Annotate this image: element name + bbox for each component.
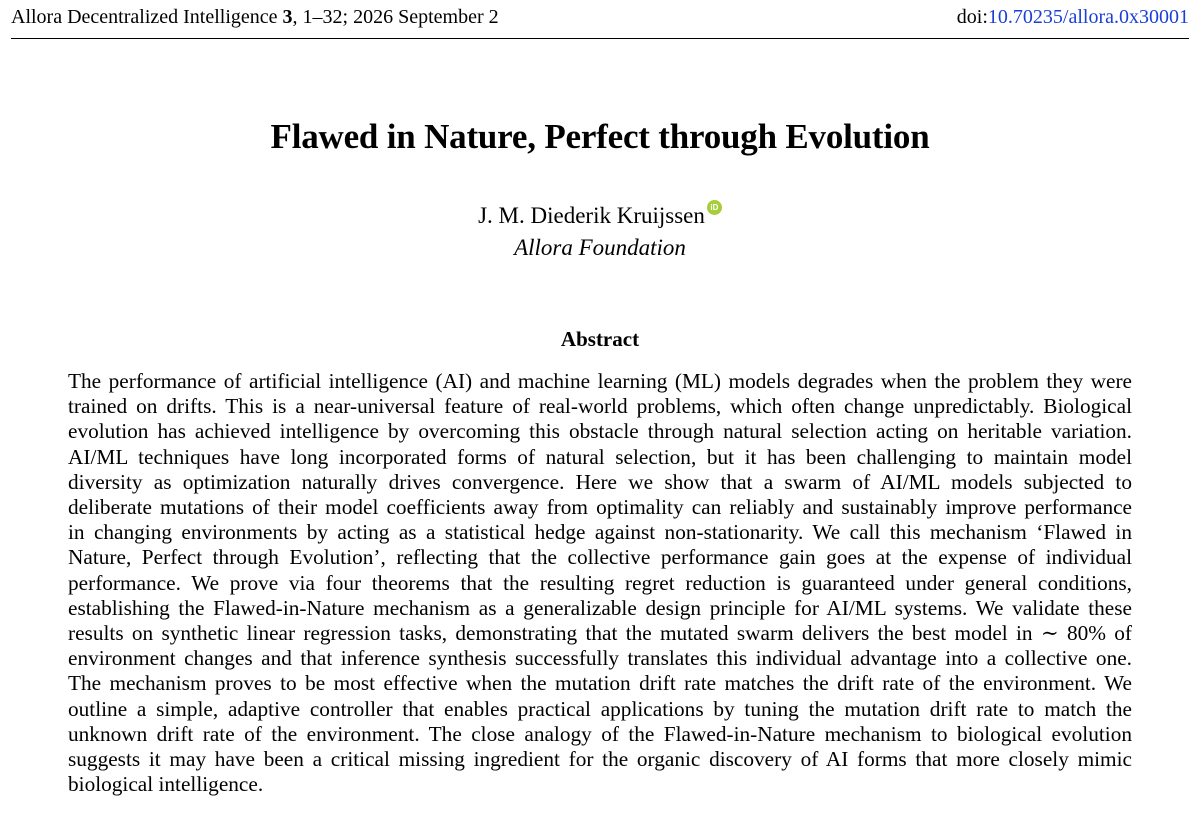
abstract-line: environment changes and that inference synthesis successfully translates this individual advantage into a collective one. — [68, 646, 1132, 671]
abstract-line: biological intelligence. — [68, 772, 264, 797]
abstract-line: diversity as optimization naturally drives convergence. Here we show that a swarm of AI/ML models subjected to — [68, 469, 1132, 494]
affiliation: Allora Foundation — [514, 235, 686, 260]
journal-pages-date: , 1–32; 2026 September 2 — [292, 6, 499, 28]
author-name: J. M. Diederik Kruijssen — [478, 203, 705, 228]
abstract-line: results on synthetic linear regression tasks, demonstrating that the mutated swarm delivers the best model in ∼ 80% of — [68, 621, 1132, 646]
abstract-line: deliberate mutations of their model coefficients away from optimality can reliably and sustainably improve performance — [68, 495, 1132, 520]
paper-title: Flawed in Nature, Perfect through Evolution — [270, 117, 930, 156]
doi — [957, 5, 1189, 29]
abstract-line: outline a simple, adaptive controller that enables practical applications by tuning the mutation drift rate to match the — [68, 696, 1132, 721]
author-line — [0, 200, 1200, 230]
doi-prefix: doi: — [956, 6, 988, 28]
abstract-line: Nature, Perfect through Evolution’, reflecting that the collective performance gain goes at the expense of individual — [68, 545, 1132, 570]
abstract-line: trained on drifts. This is a near-universal feature of real-world problems, which often change unpredictably. Biological — [68, 394, 1132, 419]
abstract-line: performance. We prove via four theorems that the resulting regret reduction is guaranteed under general conditions, — [68, 570, 1132, 595]
abstract-line: in changing environments by acting as a statistical hedge against non-stationarity. We call this mechanism ‘Flawed in — [68, 520, 1132, 545]
journal-citation — [11, 5, 499, 29]
doi-link[interactable]: 10.70235/allora.0x30001 — [987, 6, 1189, 28]
abstract-line: unknown drift rate of the environment. The close analogy of the Flawed-in-Nature mechanism to biological evolution — [68, 721, 1132, 746]
abstract-line: evolution has achieved intelligence by overcoming this obstacle through natural selection acting on heritable variation. — [68, 419, 1132, 444]
abstract-line: The mechanism proves to be most effective when the mutation drift rate matches the drift rate of the environment. We — [68, 671, 1132, 696]
orcid-icon[interactable]: iD — [707, 200, 722, 215]
abstract-body — [68, 369, 1132, 797]
abstract-heading: Abstract — [560, 327, 640, 351]
abstract-line: establishing the Flawed-in-Nature mechanism as a generalizable design principle for AI/ML systems. We validate these — [68, 595, 1132, 620]
abstract-line: AI/ML techniques have long incorporated forms of natural selection, but it has been challenging to maintain model — [68, 444, 1132, 469]
running-header — [11, 0, 1189, 39]
journal-volume: 3 — [282, 6, 293, 28]
abstract-line: suggests it may have been a critical missing ingredient for the organic discovery of AI forms that more closely mimic — [68, 747, 1132, 772]
journal-name: Allora Decentralized Intelligence — [11, 6, 278, 28]
abstract-line: The performance of artificial intelligence (AI) and machine learning (ML) models degrades when the problem they were — [68, 369, 1132, 393]
